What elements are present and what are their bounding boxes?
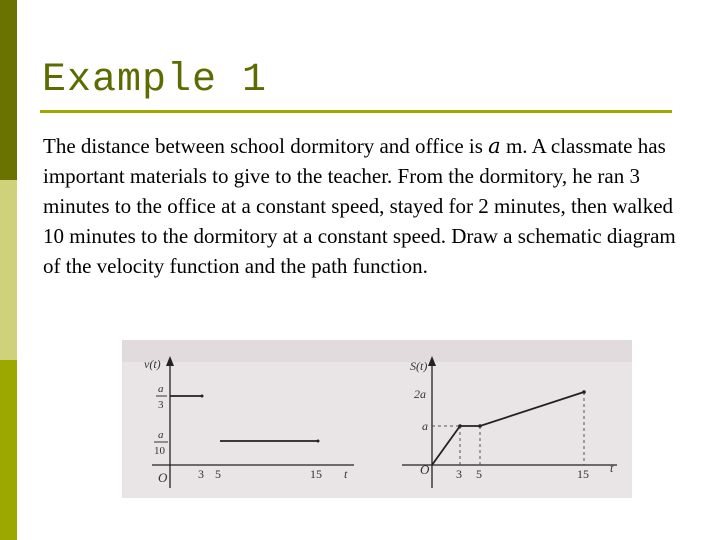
sidebar-segment-middle [0,180,17,360]
vel-tick-a3-numerator: a [158,383,164,395]
path-y-tick-a: a [422,419,428,433]
path-y-label: S(t) [410,359,428,373]
graphs-photo [122,340,632,498]
velocity-y-label: v(t) [144,357,161,371]
path-x-tick-5: 5 [476,467,482,481]
distance-variable: a [488,134,501,158]
path-y-tick-2a: 2a [414,387,426,401]
vel-x-tick-3: 3 [198,467,204,481]
slide-title: Example 1 [42,58,268,103]
velocity-x-label: t [344,467,348,481]
vel-x-tick-15: 15 [310,467,322,481]
vel-x-tick-5: 5 [215,467,221,481]
path-origin-label: O [420,462,430,477]
path-point-15 [582,390,586,394]
vel-tick-a10-denominator: 10 [154,445,165,457]
problem-text-part-2: m. A classmate has important materials to give to the teacher. From the dormitory, he ran 3 minutes to the office at a constant speed, stayed for 2 minutes, then walked 10 minutes to the dormitory at a constant speed. Draw a schematic diagram of the velocity function and the path function. [43,134,676,278]
path-point-3 [458,424,462,428]
path-x-label: t [610,461,614,475]
vel-tick-a10-numerator: a [158,429,164,441]
sidebar-segment-top [0,0,17,180]
path-x-tick-3: 3 [456,467,462,481]
path-x-tick-15: 15 [577,467,589,481]
vel-tick-a3-denominator: 3 [158,399,164,411]
title-underline [40,110,672,113]
sidebar-segment-bottom [0,360,17,540]
photo-shadow-band [122,340,632,362]
problem-text-part-1: The distance between school dormitory and office is [43,134,489,158]
path-point-5 [478,424,482,428]
velocity-origin-label: O [158,470,168,485]
velocity-walk-endpoint [317,440,320,443]
problem-statement [43,131,683,281]
slide-sidebar [0,0,17,540]
velocity-run-endpoint [201,395,204,398]
